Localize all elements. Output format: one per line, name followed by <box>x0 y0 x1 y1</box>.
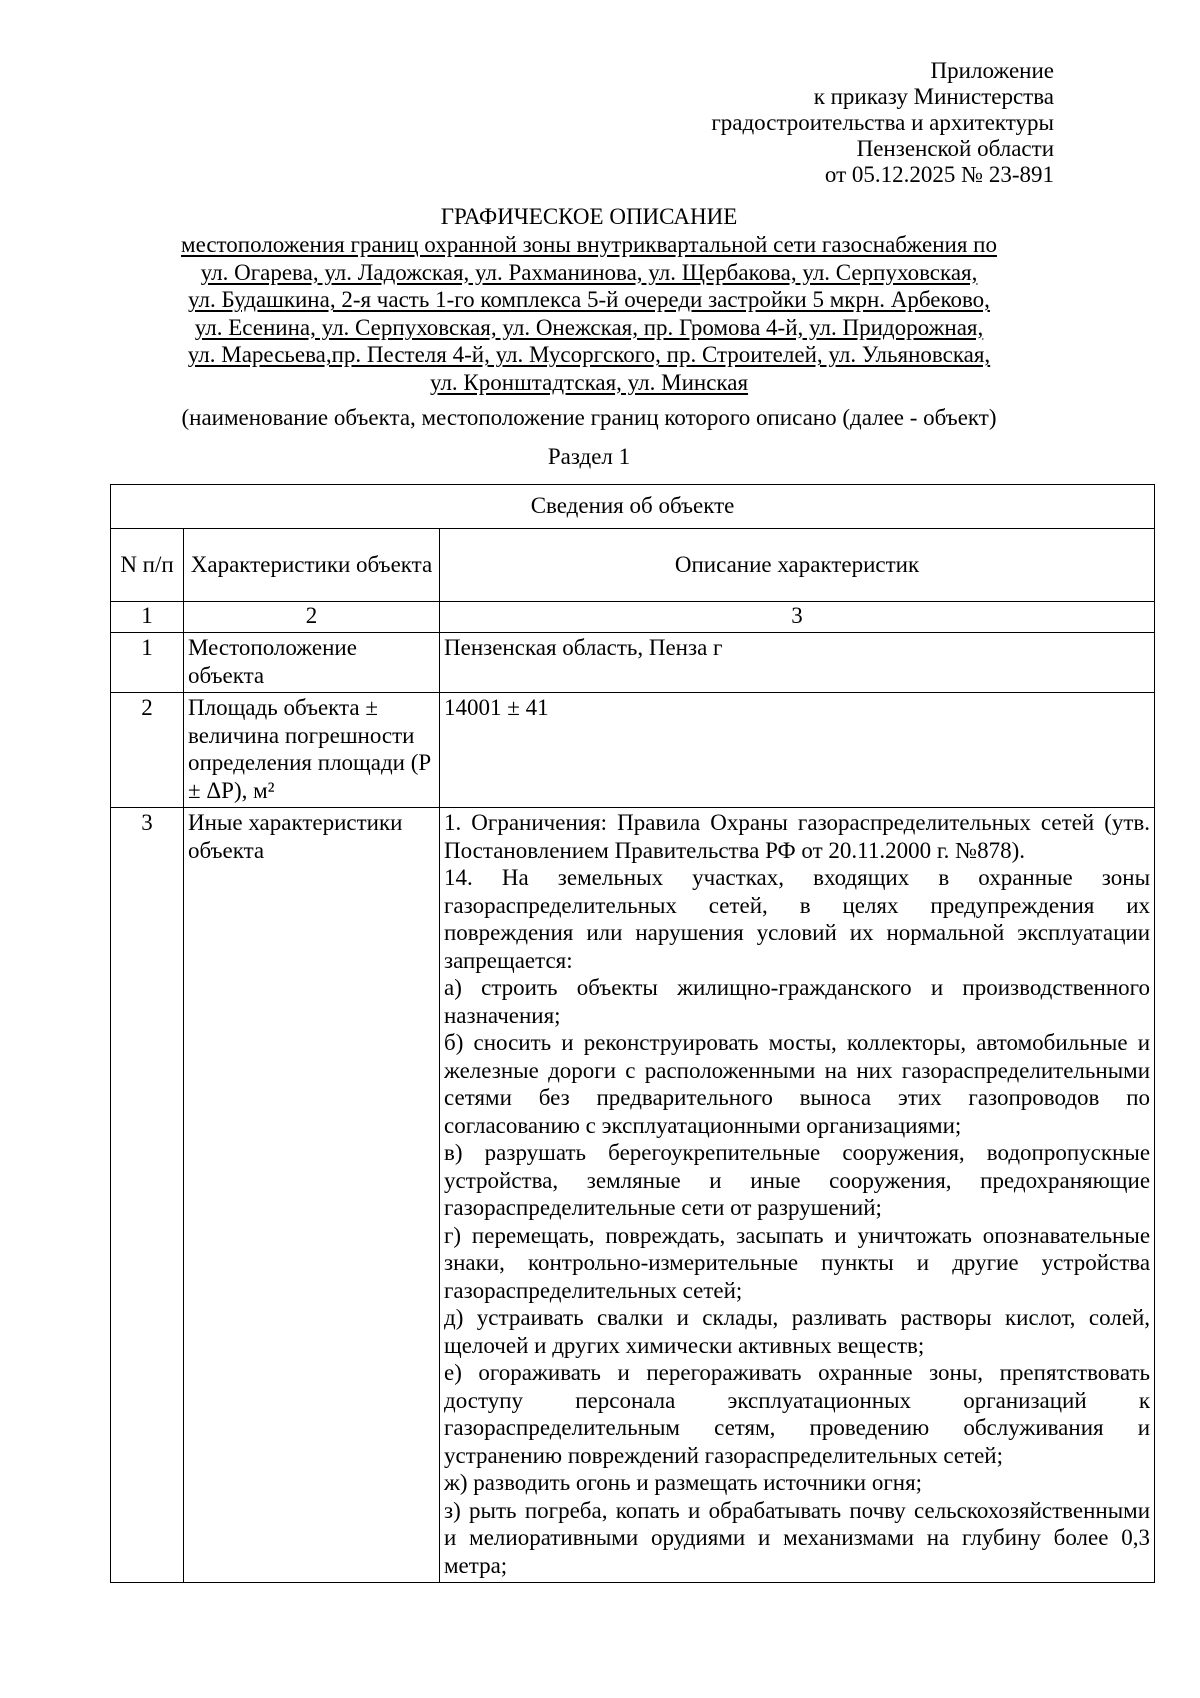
row-characteristic: Площадь объекта ± величина погрешности определения площади (P ± ΔP), м² <box>184 693 440 808</box>
object-name-caption: (наименование объекта, местоположение границ которого описано (далее - объект) <box>181 405 997 430</box>
ministry-line: градостроительства и архитектуры <box>711 110 1054 135</box>
table-row <box>111 633 1155 693</box>
header-description: Описание характеристик <box>440 529 1155 602</box>
object-name <box>150 231 1028 396</box>
table-row <box>111 808 1155 1583</box>
restriction-item: а) строить объекты жилищно-гражданского и производственного назначения; <box>444 975 1151 1028</box>
appendix-label: Приложение <box>930 58 1054 83</box>
order-date-number: от 05.12.2025 № 23-891 <box>824 162 1054 187</box>
table-header-row <box>111 529 1155 602</box>
object-name-line: местоположения границ охранной зоны внутриквартальной сети газоснабжения по <box>181 232 997 257</box>
table-caption-row <box>111 485 1155 529</box>
row-number: 1 <box>111 633 184 693</box>
table-caption: Сведения об объекте <box>111 485 1155 529</box>
row-characteristic: Местоположение объекта <box>184 633 440 693</box>
object-info-table <box>110 484 1155 1583</box>
restriction-item: з) рыть погреба, копать и обрабатывать почву сельскохозяйственными и мелиоративными орудиями и механизмами на глубину более 0,3 метра; <box>444 1497 1151 1578</box>
order-line: к приказу Министерства <box>813 84 1054 109</box>
header-characteristic: Характеристики объекта <box>184 529 440 602</box>
restriction-paragraph: 1. Ограничения: Правила Охраны газораспределительных сетей (утв. Постановлением Правительства РФ от 20.11.2000 г. №878). <box>444 810 1151 863</box>
table-row <box>111 693 1155 808</box>
header-number: N п/п <box>111 529 184 602</box>
restriction-item: е) огораживать и перегораживать охранные зоны, препятствовать доступу персонала эксплуатационных организаций к газораспределительным сетям, проведению обслуживания и устранению повреждений газораспределительных сетей; <box>444 1360 1151 1468</box>
restriction-item: г) перемещать, повреждать, засыпать и уничтожать опознавательные знаки, контрольно-измерительные пункты и другие устройства газораспределительных сетей; <box>444 1222 1151 1303</box>
region-line: Пензенской области <box>856 136 1054 161</box>
restriction-item: д) устраивать свалки и склады, разливать растворы кислот, солей, щелочей и других химически активных веществ; <box>444 1305 1151 1358</box>
row-number: 3 <box>111 808 184 1583</box>
column-number: 1 <box>111 602 184 633</box>
restriction-paragraph: 14. На земельных участках, входящих в охранные зоны газораспределительных сетей, в целях предупреждения их повреждения или нарушения условий их нормальной эксплуатации запрещается: <box>444 865 1151 973</box>
restriction-item: в) разрушать берегоукрепительные сооружения, водопропускные устройства, земляные и иные сооружения, предохраняющие газораспределительные сети от разрушений; <box>444 1140 1151 1220</box>
row-description <box>440 808 1155 1583</box>
object-name-line: ул. Кронштадтская, ул. Минская <box>429 369 749 395</box>
order-reference <box>494 58 1054 188</box>
column-number: 2 <box>184 602 440 633</box>
object-name-line: ул. Будашкина, 2-я часть 1-го комплекса 5-й очереди застройки 5 мкрн. Арбеково, <box>188 287 990 312</box>
row-number: 2 <box>111 693 184 808</box>
object-name-line: ул. Есенина, ул. Серпуховская, ул. Онежская, пр. Громова 4-й, ул. Придорожная, <box>194 314 984 340</box>
section-title: Раздел 1 <box>547 444 631 469</box>
object-name-line: ул. Огарева, ул. Ладожская, ул. Рахманинова, ул. Щербакова, ул. Серпуховская, <box>200 259 978 285</box>
object-name-line: ул. Маресьева,пр. Пестеля 4-й, ул. Мусоргского, пр. Строителей, ул. Ульяновская, <box>187 342 991 367</box>
restriction-item: б) сносить и реконструировать мосты, коллекторы, автомобильные и железные дороги с расположенными на них газораспределительными сетями без предварительного выноса этих газопроводов по согласованию с эксплуатационными организациями; <box>444 1030 1151 1138</box>
column-number-row <box>111 602 1155 633</box>
column-number: 3 <box>440 602 1155 633</box>
restriction-item: ж) разводить огонь и размещать источники огня; <box>444 1470 923 1495</box>
row-description: Пензенская область, Пенза г <box>440 633 1155 693</box>
row-characteristic: Иные характеристики объекта <box>184 808 440 1583</box>
row-description: 14001 ± 41 <box>440 693 1155 808</box>
document-title: ГРАФИЧЕСКОЕ ОПИСАНИЕ <box>440 204 738 229</box>
